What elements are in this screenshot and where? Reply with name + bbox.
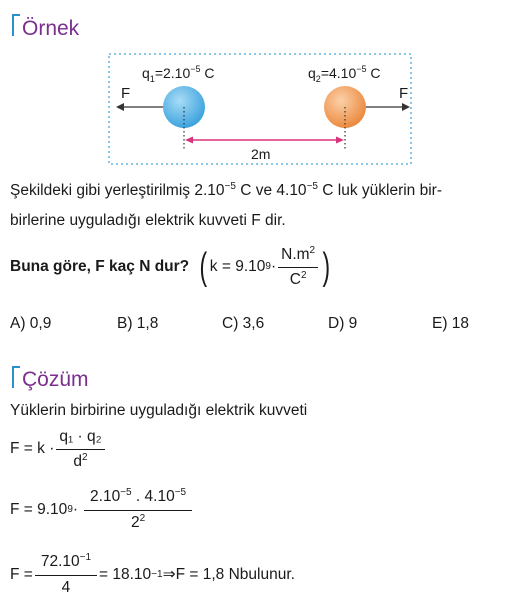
solution-heading: Çözüm	[22, 368, 89, 391]
problem-line-1: Şekildeki gibi yerleştirilmiş $2.10^{-5}$ C ve $4.10^{-5}$ C luk yüklerin bir-	[10, 180, 442, 199]
implies-arrow: ⇒	[162, 566, 176, 583]
force-label-left: F	[121, 85, 131, 102]
force-arrowhead-right	[402, 103, 410, 111]
substitution-fraction: $\frac{2.10^{-5} . 4.10^{-5}}{2^2}$	[84, 487, 192, 533]
solution-heading-bracket	[12, 366, 20, 388]
option-c[interactable]: C) 3,6	[222, 315, 265, 332]
final-answer: F = 1,8 N	[175, 566, 240, 583]
distance-arrowhead-right	[336, 137, 344, 144]
distance-label: 2m	[251, 146, 271, 162]
force-arrowhead-left	[116, 103, 124, 111]
option-d[interactable]: D) 9	[328, 315, 358, 332]
question-text: Buna göre, F kaç N dur?	[10, 258, 190, 275]
result-fraction: $\frac{72.10^{-1}}{4}$	[35, 552, 97, 598]
problem-line-2: birlerine uyguladığı elektrik kuvveti F dir.	[10, 212, 286, 229]
k-unit-fraction: $\frac{N.m^2}{C^2}$	[278, 245, 318, 290]
coulomb-fraction: $\frac{\text{q₁ · q₂}}{d^2}$	[56, 427, 104, 472]
constant-k: ( k = 9.10 9 · $\frac{N.m^2}{C^2}$ )	[199, 244, 331, 288]
equation-coulomb: F = k · $\frac{\text{q₁ · q₂}}{d^2}$	[10, 425, 107, 473]
charge-q2-label: $q_2=4.10^{-5}$ C	[308, 64, 381, 84]
option-a[interactable]: A) 0,9	[10, 315, 52, 332]
option-e[interactable]: E) 18	[432, 315, 470, 332]
distance-arrowhead-left	[185, 137, 193, 144]
example-heading: Örnek	[22, 17, 80, 40]
charge-q1-label: $q_1=2.10^{-5}$ C	[142, 64, 215, 84]
force-label-right: F	[399, 85, 409, 102]
charges-figure	[108, 53, 412, 167]
solution-intro: Yüklerin birbirine uyguladığı elektrik kuvveti	[10, 402, 308, 419]
equation-result: F = $\frac{72.10^{-1}}{4}$ = 18.10 −1 ⇒ F = 1,8 N bulunur.	[10, 551, 295, 596]
heading-bracket	[12, 14, 20, 36]
question-row	[10, 243, 333, 291]
option-b[interactable]: B) 1,8	[117, 315, 159, 332]
equation-substitution: F = 9.10 9 · $\frac{2.10^{-5} . 4.10^{-5}}{2^2}$	[10, 484, 194, 536]
